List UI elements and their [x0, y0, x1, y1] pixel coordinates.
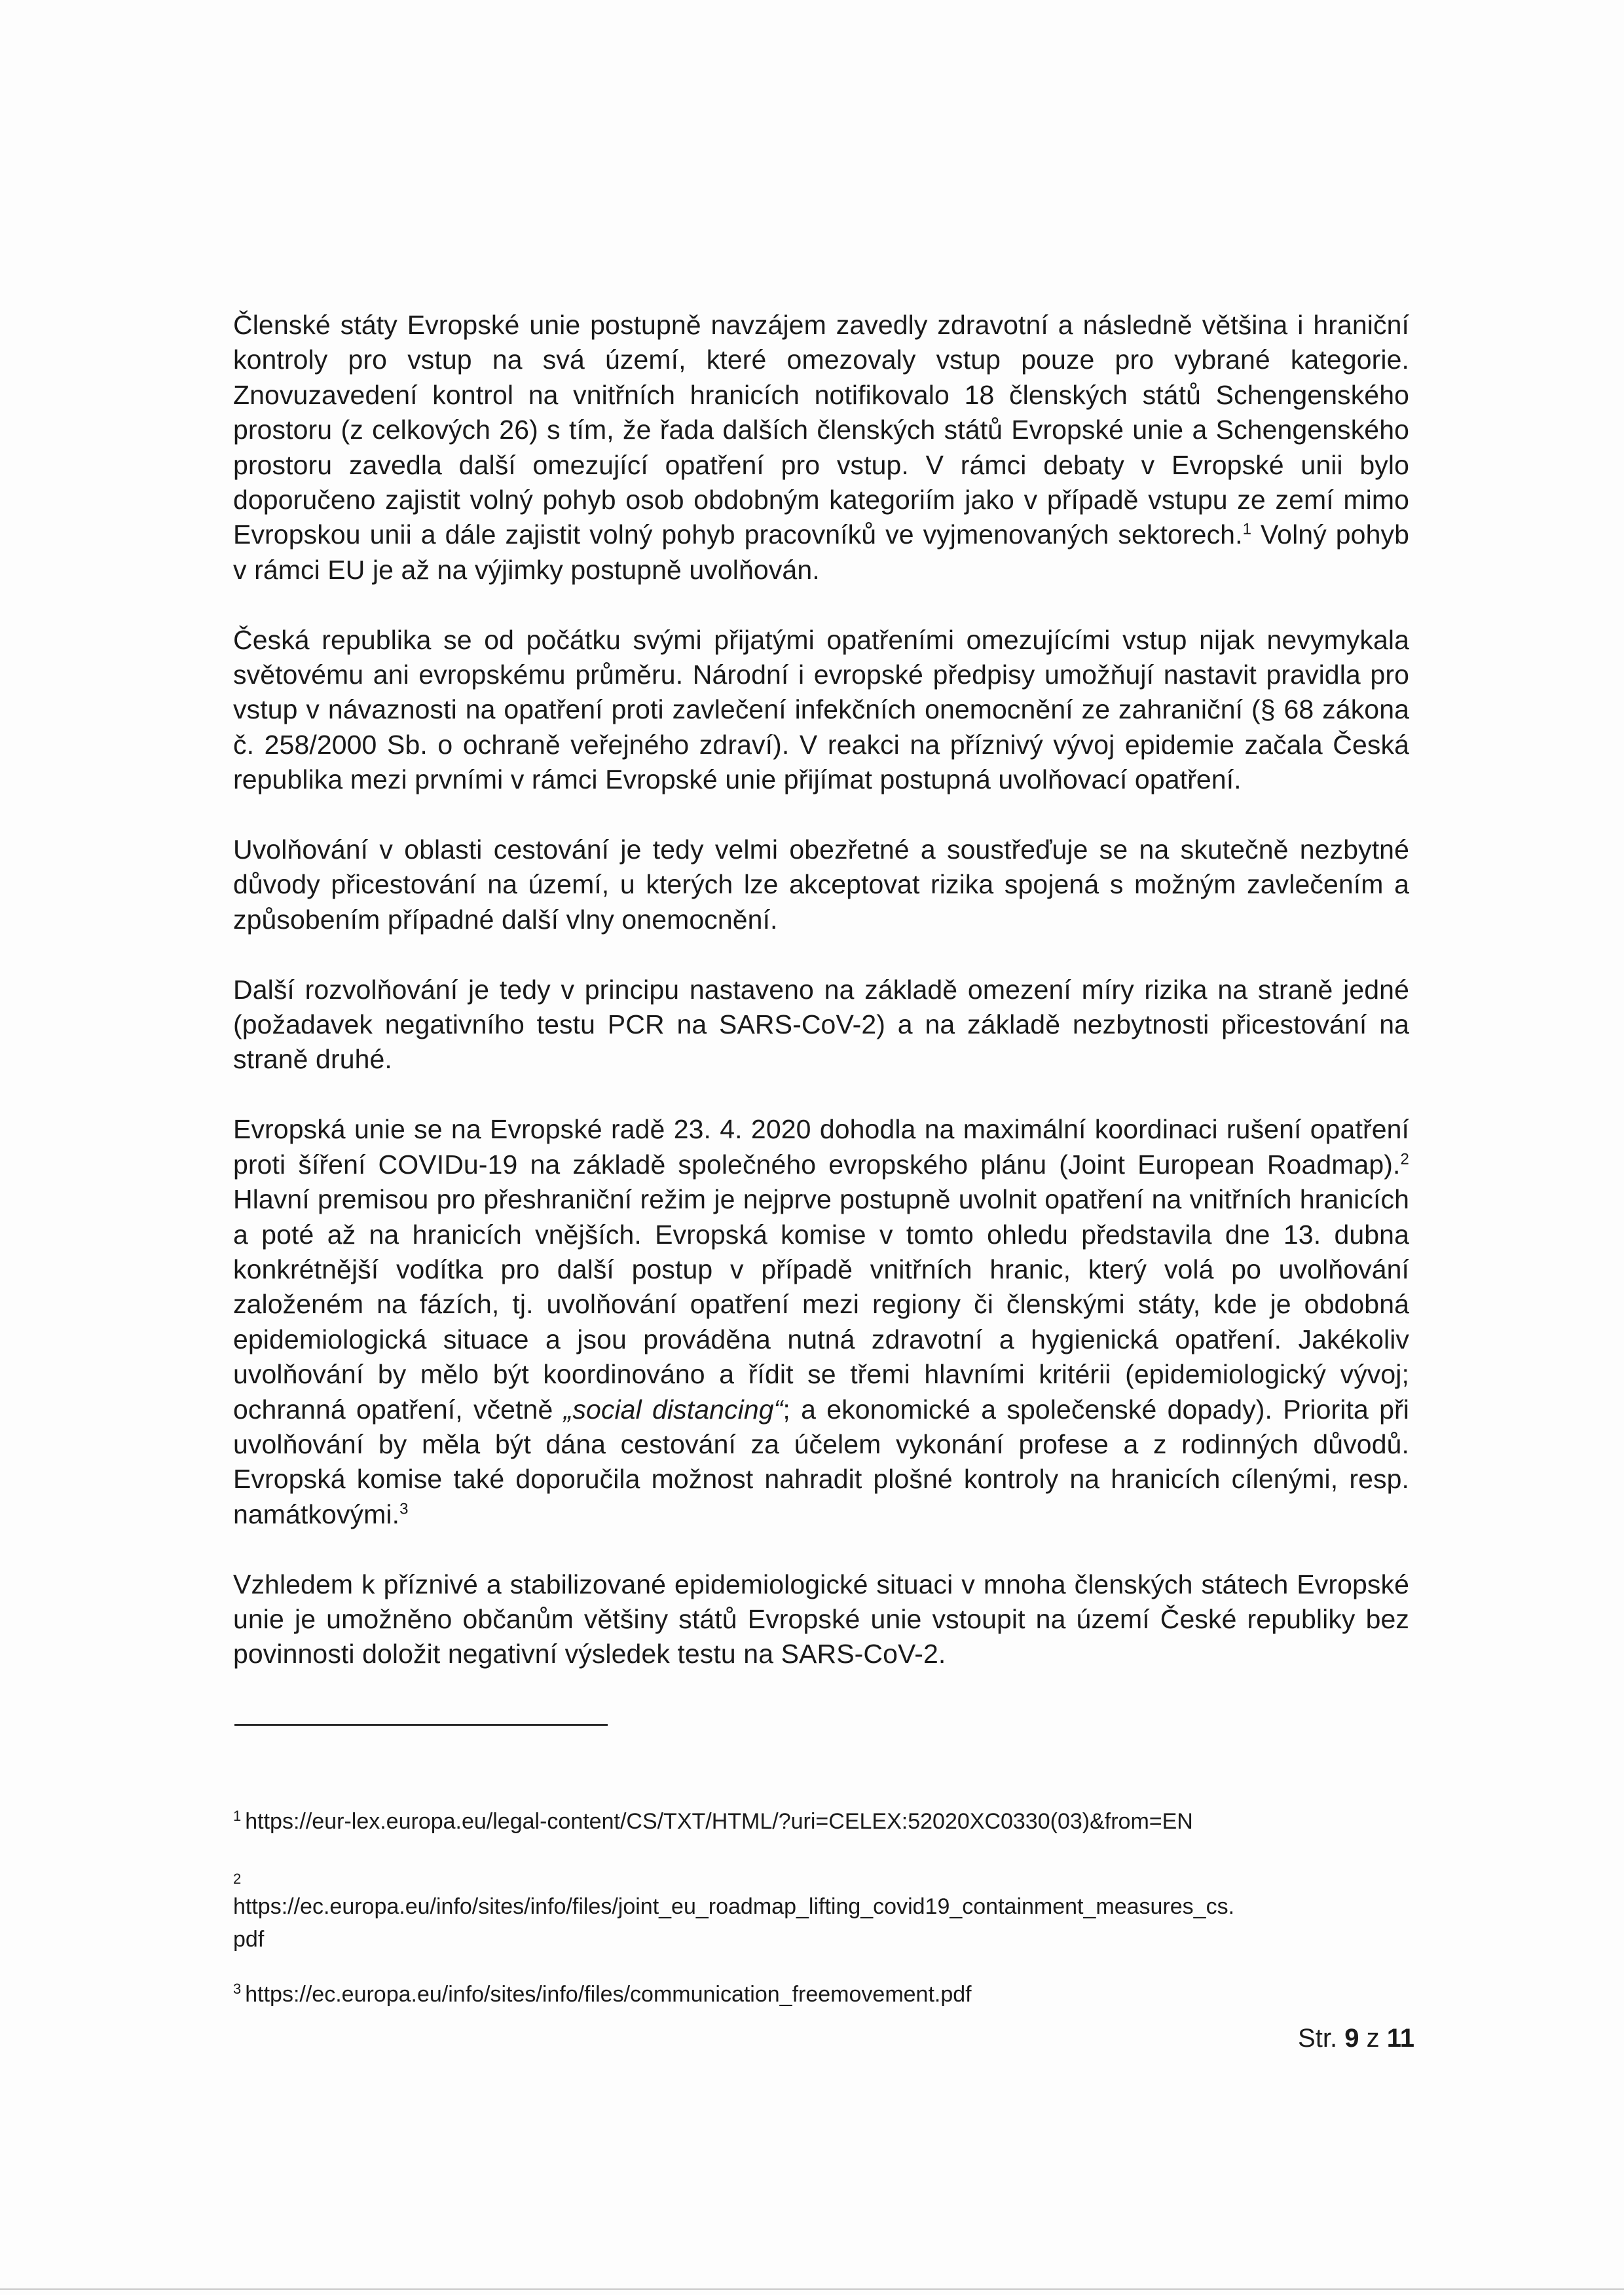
paragraph-4-text: Další rozvolňování je tedy v principu nastaveno na základě omezení míry rizika na straně jedné (požadavek negativního testu PCR na SARS-CoV-2) a na základě nezbytnosti přicestování na straně druhé.	[233, 974, 1409, 1075]
page-number-total: 11	[1386, 2024, 1414, 2053]
footnote-2-link[interactable]: https://ec.europa.eu/info/sites/info/files/joint_eu_roadmap_lifting_covid19_containment_measures_cs.	[233, 1894, 1235, 1919]
footnote-1	[233, 1805, 1193, 1838]
body-text	[233, 308, 1409, 1707]
footnote-3-link[interactable]: https://ec.europa.eu/info/sites/info/files/communication_freemovement.pdf	[245, 1982, 972, 2007]
page-number-prefix: Str.	[1298, 2024, 1338, 2053]
footnote-2-number: 2	[233, 1871, 242, 1887]
paragraph-2	[233, 623, 1409, 798]
paragraph-1-continuation: Volný pohyb v rámci EU je až na výjimky postupně uvolňován.	[233, 519, 1409, 585]
footnote-ref-1: 1	[1242, 520, 1252, 538]
paragraph-5-continuation: Hlavní premisou pro přeshraniční režim je nejprve postupně uvolnit opatření na vnitřních hranicích a poté až na hranicích vnějších. Evropská komise v tomto ohledu představila dne 13. dubna konkrétnější vodítka pro další postup v případě vnitřních hranic, který volá po uvolňování založeném na fázích, tj. uvolňování opatření mezi regiony či členskými státy, kde je obdobná epidemiologická situace a jsou prováděna nutná zdravotní a hygienická opatření. Jakékoliv uvolňování by mělo být koordinováno a řídit se třemi hlavními kritérii (epidemiologický vývoj; ochranná opatření, včetně	[233, 1184, 1409, 1425]
footnote-2-link-continued[interactable]: pdf	[233, 1927, 265, 1952]
footnote-1-link[interactable]: https://eur-lex.europa.eu/legal-content/CS/TXT/HTML/?uri=CELEX:52020XC0330(03)&from=EN	[245, 1809, 1193, 1834]
social-distancing-term: „social distancing“	[563, 1394, 783, 1425]
paragraph-3-text: Uvolňování v oblasti cestování je tedy velmi obezřetné a soustřeďuje se na skutečně nezbytné důvody přicestování na území, u kterých lze akceptovat rizika spojená s možným zavlečením a způsobením případné další vlny onemocnění.	[233, 834, 1409, 935]
paragraph-3	[233, 832, 1409, 937]
footnote-2	[233, 1890, 1234, 1923]
footnote-1-number: 1	[233, 1807, 242, 1824]
paragraph-5-ending: ; a ekonomické a společenské dopady). Priorita při uvolňování by měla být dána cestování za účelem vykonání profese a z rodinných důvodů. Evropská komise také doporučila možnost nahradit plošné kontroly na hranicích cílenými, resp. namátkovými.	[233, 1394, 1409, 1529]
paragraph-6	[233, 1567, 1409, 1672]
paragraph-2-text: Česká republika se od počátku svými přijatými opatřeními omezujícími vstup nijak nevymykala světovému ani evropskému průměru. Národní i evropské předpisy umožňují nastavit pravidla pro vstup v návaznosti na opatření proti zavlečení infekčních onemocnění ze zahraniční (§ 68 zákona č. 258/2000 Sb. o ochraně veřejného zdraví). V reakci na příznivý vývoj epidemie začala Česká republika mezi prvními v rámci Evropské unie přijímat postupná uvolňovací opatření.	[233, 624, 1409, 795]
footnote-ref-2: 2	[1400, 1150, 1409, 1168]
paragraph-6-text: Vzhledem k příznivé a stabilizované epidemiologické situaci v mnoha členských státech Evropské unie je umožněno občanům většiny států Evropské unie vstoupit na území České republiky bez povinnosti doložit negativní výsledek testu na SARS-CoV-2.	[233, 1569, 1409, 1670]
footnote-2-continued	[233, 1923, 264, 1956]
paragraph-5	[233, 1112, 1409, 1532]
footnote-separator	[234, 1724, 608, 1726]
page-number-current: 9	[1344, 2024, 1359, 2053]
paragraph-1-text: Členské státy Evropské unie postupně navzájem zavedly zdravotní a následně většina i hraniční kontroly pro vstup na svá území, které omezovaly vstup pouze pro vybrané kategorie. Znovuzavedení kontrol na vnitřních hranicích notifikovalo 18 členských států Schengenského prostoru (z celkových 26) s tím, že řada dalších členských států Evropské unie a Schengenského prostoru zavedla další omezující opatření pro vstup. V rámci debaty v Evropské unii bylo doporučeno zajistit volný pohyb osob obdobným kategoriím jako v případě vstupu ze zemí mimo Evropskou unii a dále zajistit volný pohyb pracovníků ve vyjmenovaných sektorech.	[233, 310, 1409, 550]
footnote-3-number: 3	[233, 1980, 242, 1997]
page-number-separator: z	[1366, 2024, 1380, 2053]
page-number	[1298, 2024, 1414, 2053]
footnote-ref-3: 3	[399, 1500, 409, 1518]
scan-bottom-edge	[0, 2288, 1624, 2290]
footnote-3	[233, 1978, 972, 2011]
paragraph-5-text: Evropská unie se na Evropské radě 23. 4. 2020 dohodla na maximální koordinaci rušení opatření proti šíření COVIDu-19 na základě společného evropského plánu (Joint European Roadmap).	[233, 1114, 1409, 1180]
paragraph-1	[233, 308, 1409, 588]
paragraph-4	[233, 973, 1409, 1077]
